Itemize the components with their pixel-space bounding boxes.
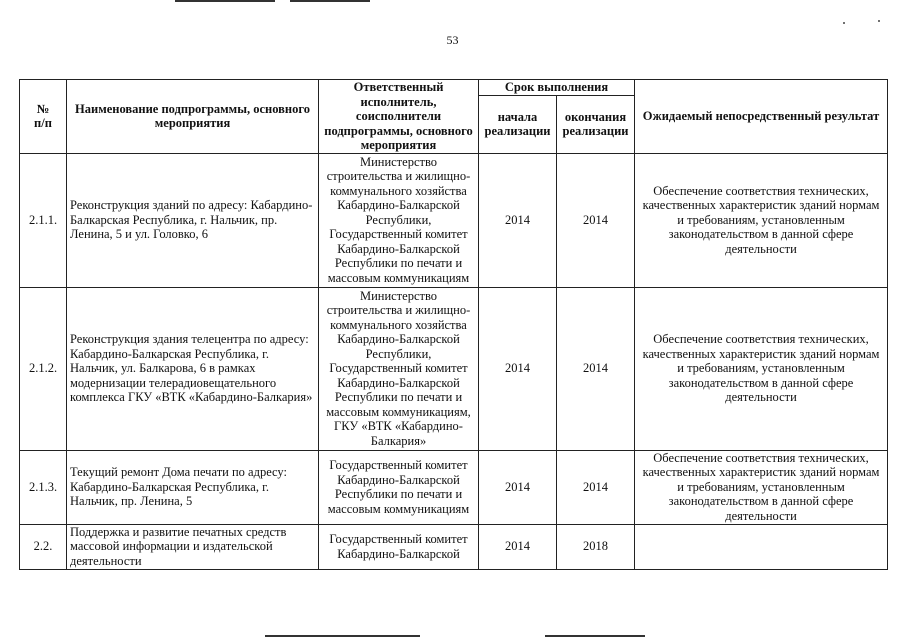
table-row <box>20 450 888 524</box>
page-number: 53 <box>446 33 459 47</box>
scan-speck <box>878 20 880 22</box>
scan-edge-line <box>545 635 645 637</box>
row-start-year: 2014 <box>479 524 557 569</box>
row-end-year: 2018 <box>557 524 635 569</box>
table-row <box>20 524 888 569</box>
row-name: Реконструкция здания телецентра по адресу: Кабардино-Балкарская Республика, г. Нальчик, ул. Балкарова, 6 в рамках модернизации телерадиовещательного комплекса ГКУ «ВТК «Кабардино-Балкария» <box>67 287 319 450</box>
header-term-group: Срок выполнения <box>479 80 635 96</box>
row-start-year: 2014 <box>479 450 557 524</box>
row-number: 2.1.2. <box>20 287 67 450</box>
program-table <box>19 79 888 570</box>
header-term-start: начала реализации <box>479 95 557 153</box>
row-number: 2.1.1. <box>20 153 67 287</box>
row-number: 2.2. <box>20 524 67 569</box>
row-start-year: 2014 <box>479 153 557 287</box>
header-result: Ожидаемый непосредственный результат <box>635 80 888 154</box>
row-result: Обеспечение соответствия технических, качественных характеристик зданий нормам и требованиям, установленным законодательством в данной сфере деятельности <box>635 153 888 287</box>
table-row <box>20 153 888 287</box>
scan-edge-line <box>175 0 275 2</box>
row-executor: Государственный комитет Кабардино-Балкарской Республики по печати и массовым коммуникациям <box>319 450 479 524</box>
table-row <box>20 287 888 450</box>
table-header <box>20 80 888 154</box>
header-name: Наименование подпрограммы, основного мероприятия <box>67 80 319 154</box>
scan-edge-line <box>265 635 420 637</box>
header-executor: Ответственный исполнитель, соисполнители подпрограммы, основного мероприятия <box>319 80 479 154</box>
row-result: Обеспечение соответствия технических, качественных характеристик зданий нормам и требованиям, установленным законодательством в данной сфере деятельности <box>635 450 888 524</box>
row-end-year: 2014 <box>557 287 635 450</box>
scan-edge-line <box>290 0 370 2</box>
row-number: 2.1.3. <box>20 450 67 524</box>
row-executor: Министерство строительства и жилищно-коммунального хозяйства Кабардино-Балкарской Республики, Государственный комитет Кабардино-Балкарской Республики по печати и массовым коммуникациям <box>319 153 479 287</box>
row-end-year: 2014 <box>557 153 635 287</box>
row-result <box>635 524 888 569</box>
row-result: Обеспечение соответствия технических, качественных характеристик зданий нормам и требованиям, установленным законодательством в данной сфере деятельности <box>635 287 888 450</box>
scan-speck <box>843 22 845 24</box>
row-name: Поддержка и развитие печатных средств массовой информации и издательской деятельности <box>67 524 319 569</box>
row-start-year: 2014 <box>479 287 557 450</box>
row-executor: Государственный комитет Кабардино-Балкарской <box>319 524 479 569</box>
header-term-end: окончания реализации <box>557 95 635 153</box>
row-name: Реконструкция зданий по адресу: Кабардино-Балкарская Республика, г. Нальчик, пр. Ленина, 5 и ул. Головко, 6 <box>67 153 319 287</box>
row-end-year: 2014 <box>557 450 635 524</box>
row-name: Текущий ремонт Дома печати по адресу: Кабардино-Балкарская Республика, г. Нальчик, пр. Ленина, 5 <box>67 450 319 524</box>
header-num: № п/п <box>20 80 67 154</box>
row-executor: Министерство строительства и жилищно-коммунального хозяйства Кабардино-Балкарской Республики, Государственный комитет Кабардино-Балкарской Республики по печати и массовым коммуникациям, ГКУ «ВТК «Кабардино-Балкария» <box>319 287 479 450</box>
